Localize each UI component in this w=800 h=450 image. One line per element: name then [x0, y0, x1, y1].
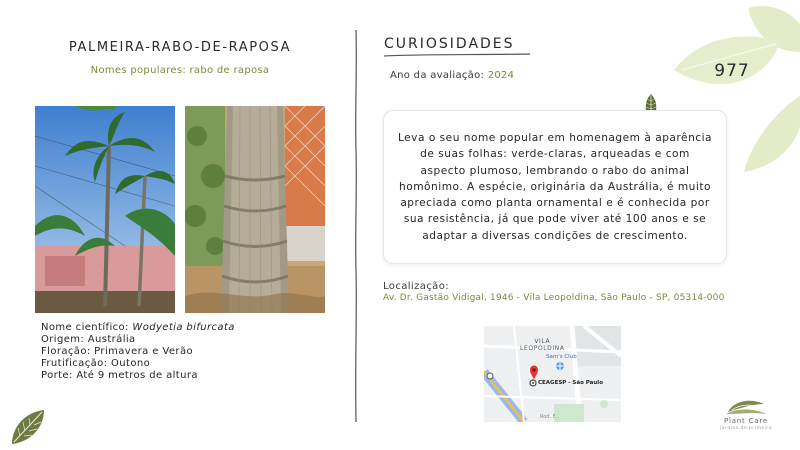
brand-tagline: jardins de primeira	[719, 426, 773, 431]
map-district-label: VILA LEOPOLDINA	[520, 338, 565, 352]
record-number: 977	[714, 61, 750, 81]
size: Porte: Até 9 metros de altura	[41, 370, 198, 381]
curiosities-title: CURIOSIDADES	[384, 36, 515, 52]
evaluation-year: Ano da avaliação: 2024	[390, 70, 515, 81]
location-address[interactable]: Av. Dr. Gastão Vidigal, 1946 - Vila Leopoldina, São Paulo - SP, 05314-000	[383, 293, 725, 303]
location-label: Localização:	[383, 281, 449, 292]
map-place-ceagesp: CEAGESP - São Paulo	[538, 380, 603, 386]
origin: Origem: Austrália	[41, 334, 136, 345]
scientific-name: Wodyetia bifurcata	[132, 322, 235, 333]
curiosities-card	[383, 110, 727, 264]
map-bottom-label: Rod. F...	[540, 414, 560, 420]
section-divider	[352, 30, 360, 422]
plant-details	[41, 322, 235, 382]
year-value: 2024	[487, 70, 515, 81]
curiosities-text: Leva o seu nome popular em homenagem à aparência de suas folhas: verde-claras, arqueadas e com aspecto plumoso, lembrando o rabo do animal homônimo. A espécie, originária da Austrália, é muito apreciada como planta ornamental e é conhecida por sua resistência, já que pode viver até 100 anos e se adaptar a diversas condições de crescimento.	[397, 132, 713, 242]
leaf-bottom-icon	[744, 96, 800, 172]
curiosities-underline	[384, 52, 530, 58]
location-map[interactable]	[484, 326, 621, 422]
fruiting: Frutificação: Outono	[41, 358, 151, 369]
brand-name: Plant Care	[723, 417, 769, 425]
plant-name: PALMEIRA-RABO-DE-RAPOSA	[68, 40, 292, 55]
map-place-sams-club: Sam's Club	[546, 354, 577, 360]
photo-palm-trees	[35, 106, 175, 313]
leaf-bottom-left-icon	[8, 408, 48, 446]
scientific-name-line: Nome científico: Wodyetia bifurcata	[41, 322, 235, 333]
photo-palm-trunk	[185, 106, 325, 313]
popular-names: Nomes populares: rabo de raposa	[90, 65, 270, 76]
flowering: Floração: Primavera e Verão	[41, 346, 193, 357]
